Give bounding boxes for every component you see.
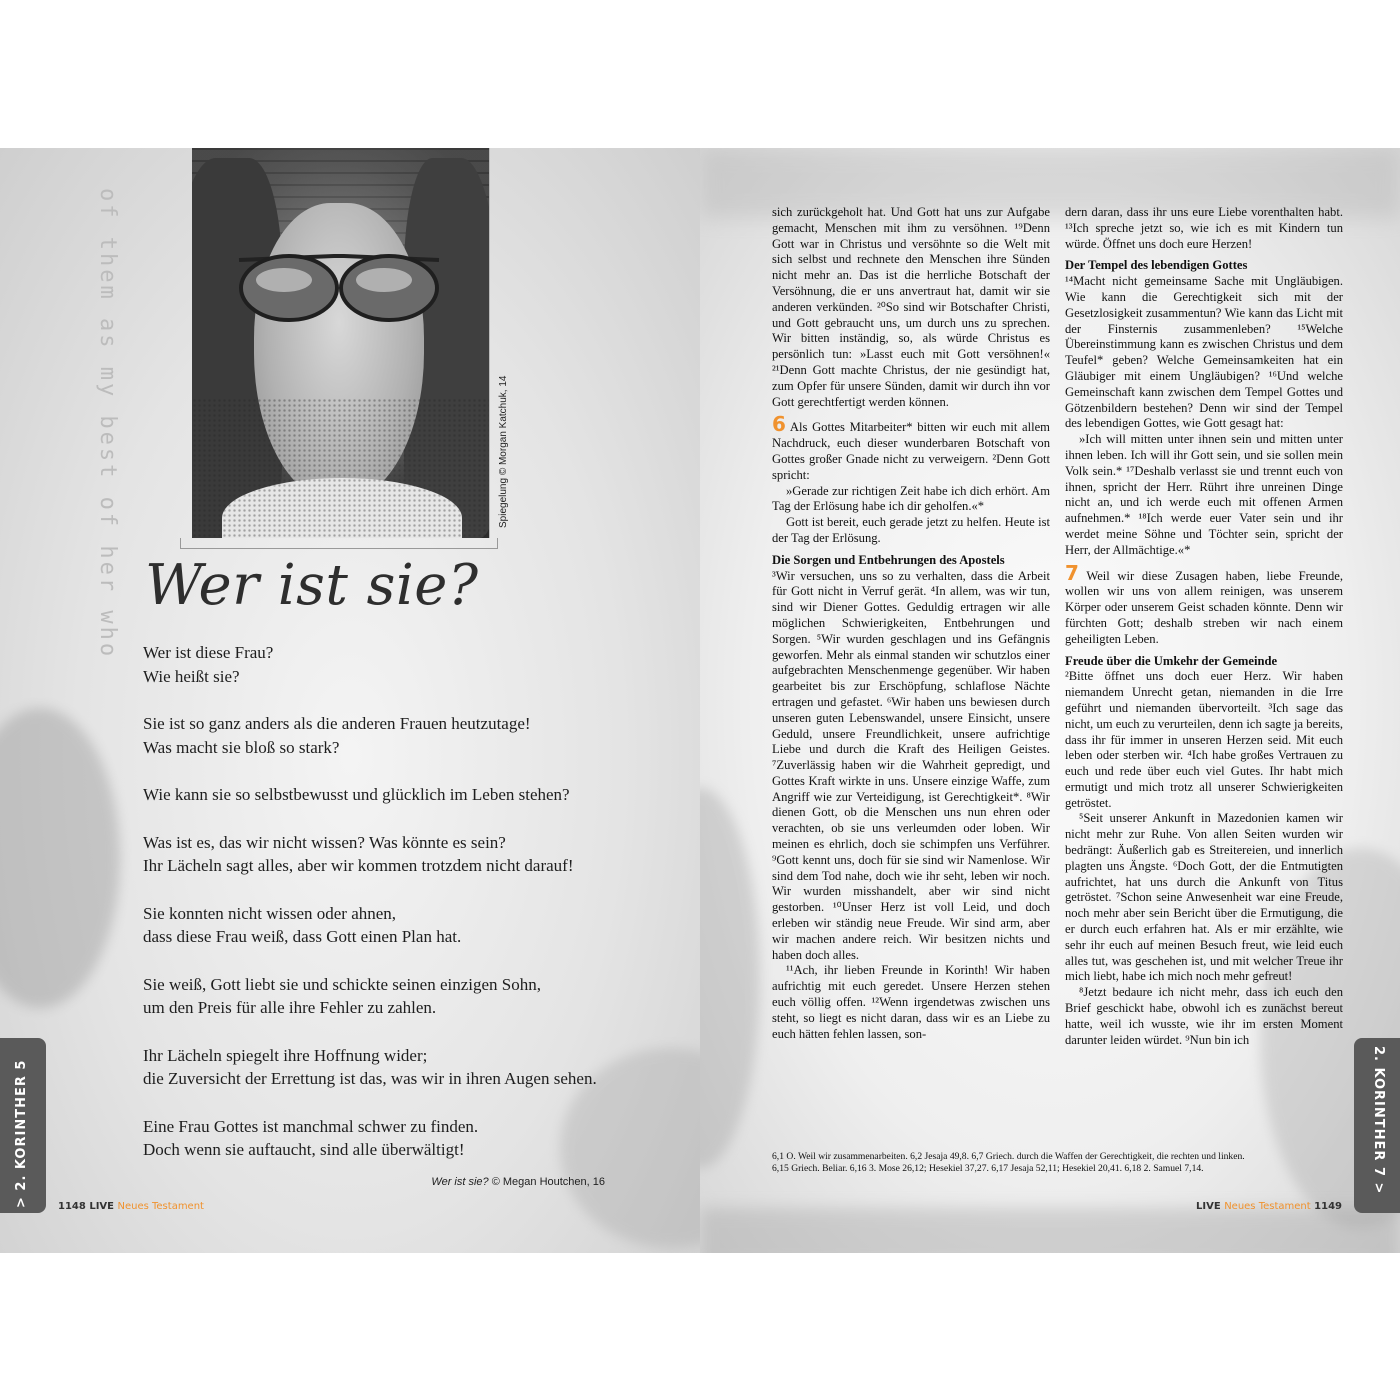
photo-credit: Spiegelung © Morgan Katchuk, 14 bbox=[498, 375, 509, 528]
footnote-line: 6,1 O. Weil wir zusammenarbeiten. 6,2 Jesaja 49,8. 6,7 Griech. durch die Waffen der Gerechtigkeit, die rechten und linken. bbox=[772, 1151, 1245, 1162]
poem-line: Doch wenn sie auftaucht, sind alle überwältigt! bbox=[143, 1140, 465, 1159]
verse-text: Gott ist bereit, euch gerade jetzt zu helfen. Heute ist der Tag der Erlösung. bbox=[772, 515, 1050, 545]
poem-credit bbox=[431, 1176, 605, 1188]
verse-paragraph bbox=[772, 963, 1050, 1042]
section-heading: Der Tempel des lebendigen Gottes bbox=[1065, 258, 1248, 273]
text-column-1 bbox=[772, 205, 1050, 1042]
photo-frame bbox=[180, 538, 498, 549]
page-number: 1148 bbox=[58, 1201, 86, 1212]
section-heading: Freude über die Umkehr der Gemeinde bbox=[1065, 653, 1278, 668]
verse-text: Weil wir diese Zusagen haben, liebe Freunde, wollen wir uns von allem reinigen, was unserem Körper oder unserem Geist schaden könnte. Denn wir fürchten Gott; deshalb streben wir nach einem geheiligten Leben. bbox=[1065, 568, 1343, 646]
sunglasses-graphic bbox=[234, 248, 444, 328]
poem-stanza bbox=[143, 973, 683, 1020]
poem-line: Sie weiß, Gott liebt sie und schickte seinen einzigen Sohn, bbox=[143, 974, 542, 994]
grunge-texture bbox=[700, 1208, 1400, 1253]
poem-body bbox=[143, 641, 683, 1186]
verse-paragraph bbox=[772, 484, 1050, 516]
book-spread bbox=[0, 148, 1400, 1253]
section-heading: Die Sorgen und Entbehrungen des Apostels bbox=[772, 552, 1005, 567]
folio-brand: LIVE bbox=[89, 1201, 114, 1212]
poem-line: Wie kann sie so selbstbewusst und glücklich im Leben stehen? bbox=[143, 785, 570, 804]
poem-line: Eine Frau Gottes ist manchmal schwer zu finden. bbox=[143, 1116, 479, 1136]
folio-left bbox=[58, 1201, 204, 1212]
folio-section: Neues Testament bbox=[1224, 1201, 1311, 1212]
verse-text: »Ich will mitten unter ihnen sein und mitten unter ihnen leben. Ich will ihr Gott sein, und sie sollen mein Volk sein.* ¹⁷Deshalb verlasst sie und trennt euch von ihnen, spricht der Herr. Rührt ihre unreinen Dinge nicht an, und ich werde euch mit offenen Armen aufnehmen.* ¹⁸Ich werde euer Vater sein und ihr werdet meine Söhne und Töchter sein, spricht der Herr, der Allmächtige.«* bbox=[1065, 432, 1343, 557]
chapter-tab-label: 2. KORINTHER 7 > bbox=[1371, 1046, 1386, 1195]
chapter-number: 7 bbox=[1065, 560, 1079, 585]
verse-paragraph bbox=[1065, 205, 1343, 252]
verse-paragraph bbox=[1065, 985, 1343, 1048]
poem-line: Wie heißt sie? bbox=[143, 666, 240, 686]
verse-paragraph bbox=[772, 515, 1050, 547]
verse-text: Als Gottes Mitarbeiter* bitten wir euch mit allem Nachdruck, euch dieser wunderbaren Botschaft von Gottes großer Gnade nicht zu verweigern. ²Denn Gott spricht: bbox=[772, 420, 1050, 482]
poem-stanza bbox=[143, 902, 683, 949]
photo-halftone bbox=[192, 398, 489, 538]
page-number: 1149 bbox=[1314, 1201, 1342, 1212]
folio-right bbox=[1196, 1201, 1342, 1212]
poem-stanza bbox=[143, 641, 683, 688]
page-headline: Wer ist sie? bbox=[145, 553, 479, 618]
poem-line: die Zuversicht der Errettung ist das, was wir in ihren Augen sehen. bbox=[143, 1069, 597, 1088]
folio-section: Neues Testament bbox=[117, 1201, 204, 1212]
poem-line: Sie ist so ganz anders als die anderen Frauen heutzutage! bbox=[143, 714, 531, 733]
footnotes bbox=[772, 1151, 1347, 1175]
poem-credit-title: Wer ist sie? bbox=[431, 1176, 489, 1188]
verse-text: ¹⁴Macht nicht gemeinsame Sache mit Ungläubigen. Wie kann die Gerechtigkeit sich mit der Gesetzlosigkeit zusammentun? Wie kann das Licht mit der Finsternis zusammenleben? ¹⁵Welche Übereinstimmung kann es zwischen Christus und dem Teufel* geben? Welche Gemeinsamkeiten hat ein Gläubiger mit einem Ungläubigen? ¹⁶Und welche Gemeinschaft kann zwischen dem Tempel Gottes und Götzenbildern bestehen? Denn wir sind der Tempel des lebendigen Gottes, wie Gott gesagt hat: bbox=[1065, 274, 1343, 431]
verse-text: sich zurückgeholt hat. Und Gott hat uns zur Aufgabe gemacht, Menschen mit ihm zu versöhnen. ¹⁹Denn Gott war in Christus und versöhnte so die Welt mit sich selbst und rechnete den Menschen ihre Sünden nicht mehr an. Das ist die herrliche Botschaft der Versöhnung, die er uns anvertraut hat, damit wir sie anderen verkünden. ²⁰So sind wir Botschafter Christi, und Gott gebraucht uns, um durch uns zu sprechen. Wir bitten inständig, so, als würde Christus es persönlich tun: »Lasst euch mit Gott versöhnen!« ²¹Denn Gott machte Christus, der nie gesündigt hat, zum Opfer für unsere Sünden, damit wir durch ihn vor Gott gerechtfertigt werden können. bbox=[772, 205, 1050, 409]
verse-text: »Gerade zur richtigen Zeit habe ich dich erhört. Am Tag der Erlösung habe ich dir geholfen.«* bbox=[772, 483, 1050, 514]
folio-brand: LIVE bbox=[1196, 1201, 1221, 1212]
poem-stanza bbox=[143, 831, 683, 878]
poem-credit-author: © Megan Houtchen, 16 bbox=[488, 1176, 605, 1188]
poem-stanza bbox=[143, 712, 683, 759]
poem-line: Was macht sie bloß so stark? bbox=[143, 737, 340, 757]
poem-line: Sie konnten nicht wissen oder ahnen, bbox=[143, 903, 397, 923]
verse-text: ³Wir versuchen, uns so zu verhalten, dass die Arbeit für Gott nicht in Verruf gerät. ⁴In allem, was wir tun, sind wir Diener Gottes. Geduldig ertragen wir alle möglichen Schwierigkeiten, Entbehrungen und Sorgen. ⁵Wir wurden geschlagen und ins Gefängnis geworfen. Mehr als einmal standen wir schutzlos einer aufgebrachten Menschenmenge gegenüber. Wir haben gearbeitet bis zur Erschöpfung, schlaflose Nächte ertragen und gefastet. ⁶Wir haben uns bewiesen durch unseren guten Lebenswandel, unsere Einsicht, unsere Geduld, unsere Freundlichkeit, unsere aufrichtige Liebe und durch die Kraft des Heiligen Geistes. ⁷Zuverlässig haben wir die Wahrheit gepredigt, und Gottes Kraft wirkte in uns. Unsere einzige Waffe, zum Angriff wie zur Verteidigung, ist Gerechtigkeit*. ⁸Wir dienen Gott, ob die Menschen uns nun ehren oder verachten, ob sie uns verleumden oder loben. Wir meinen es ehrlich, doch sie schimpfen uns Verführer. ⁹Gott kennt uns, doch für sie sind wir Namenlose. Wir sind dem Tod nahe, doch wie ihr seht, leben wir noch. Wir wurden misshandelt, aber wir sind nicht gestorben. ¹⁰Unser Herz ist voll Leid, und doch erleben wir ständig neue Freude. Wir sind arm, aber wir machen andere reich. Wir besitzen nichts und haben doch alles. bbox=[772, 568, 1050, 962]
portrait-photo bbox=[192, 148, 490, 538]
left-page bbox=[0, 148, 700, 1253]
verse-text: ⁵Seit unserer Ankunft in Mazedonien kamen wir nicht mehr zur Ruhe. Von allen Seiten wurden wir bedrängt: Äußerlich gab es Streitereien, und innerlich plagten uns Ängste. ⁶Doch Gott, der die Entmutigten aufrichtet, hat uns durch die Ankunft von Titus getröstet. ⁷Schon seine Anwesenheit war eine Freude, noch mehr aber sein Bericht über die Ermutigung, die er durch euch erfahren hat. Als er mir erzählte, wie sehr ihr euch auf meinen Besuch freut, wie leid euch alles tut, was geschehen ist, und mit welcher Treue ihr mich liebt, habe ich mich noch mehr gefreut! bbox=[1065, 811, 1343, 984]
poem-stanza bbox=[143, 783, 683, 807]
verse-text: ⁸Jetzt bedaure ich nicht mehr, dass ich euch den Brief geschickt habe, obwohl ich es zunächst bereut hatte, weil ich wusste, wie ihr im ersten Moment darunter leiden würdet. ⁹Nun bin ich bbox=[1065, 985, 1343, 1047]
poem-line: Was ist es, das wir nicht wissen? Was könnte es sein? bbox=[143, 832, 506, 852]
poem-line: Ihr Lächeln spiegelt ihre Hoffnung wider; bbox=[143, 1045, 428, 1065]
footnote-line: 6,15 Griech. Beliar. 6,16 3. Mose 26,12; Hesekiel 37,27. 6,17 Jesaja 52,11; Hesekiel 20,41. 6,18 2. Samuel 7,14. bbox=[772, 1163, 1204, 1174]
verse-paragraph bbox=[1065, 669, 1343, 811]
verse-text: dern daran, dass ihr uns eure Liebe vorenthalten habt. ¹³Ich spreche jetzt so, wie ich es mit Kindern tun würde. Öffnet uns doch eure Herzen! bbox=[1065, 205, 1343, 251]
chapter-paragraph bbox=[772, 412, 1050, 483]
poem-stanza bbox=[143, 1044, 683, 1091]
verse-text: ²Bitte öffnet uns doch euer Herz. Wir haben niemandem Unrecht getan, niemanden in die Irre geführt und niemanden übervorteilt. ³Ich sage das nicht, um euch zu verurteilen, denn ich sagte ja bereits, dass ihr für immer in unseren Herzen seid. Mit euch leben oder sterben wir. ⁴Ich habe großes Vertrauen zu euch und rede über euch viel Gutes. Ihr habt mich ermutigt und mich trotz all unserer Schwierigkeiten getröstet. bbox=[1065, 669, 1343, 810]
chapter-paragraph bbox=[1065, 560, 1343, 648]
poem-stanza bbox=[143, 1115, 683, 1162]
decorative-typewriter-text: of them as my best of her who bbox=[95, 188, 120, 660]
verse-paragraph bbox=[1065, 432, 1343, 558]
text-column-2 bbox=[1065, 205, 1343, 1048]
poem-line: Wer ist diese Frau? bbox=[143, 643, 274, 662]
chapter-tab-right[interactable] bbox=[1354, 1038, 1400, 1213]
chapter-number: 6 bbox=[772, 412, 786, 437]
chapter-tab-left[interactable]: > 2. KORINTHER 5 bbox=[0, 1038, 46, 1213]
grunge-texture bbox=[700, 788, 760, 1168]
verse-paragraph bbox=[1065, 811, 1343, 985]
verse-paragraph bbox=[1065, 274, 1343, 432]
verse-text: ¹¹Ach, ihr lieben Freunde in Korinth! Wir haben aufrichtig mit euch geredet. Unsere Herzen stehen euch völlig offen. ¹²Wenn irgendetwas zwischen uns steht, so liegt es nicht daran, dass wir es an Liebe zu euch hätten fehlen lassen, son- bbox=[772, 963, 1050, 1041]
verse-paragraph bbox=[772, 569, 1050, 964]
verse-paragraph bbox=[772, 205, 1050, 410]
poem-line: dass diese Frau weiß, dass Gott einen Plan hat. bbox=[143, 927, 462, 946]
poem-line: Ihr Lächeln sagt alles, aber wir kommen trotzdem nicht darauf! bbox=[143, 856, 574, 875]
poem-line: um den Preis für alle ihre Fehler zu zahlen. bbox=[143, 998, 437, 1017]
grunge-texture bbox=[0, 708, 120, 1008]
